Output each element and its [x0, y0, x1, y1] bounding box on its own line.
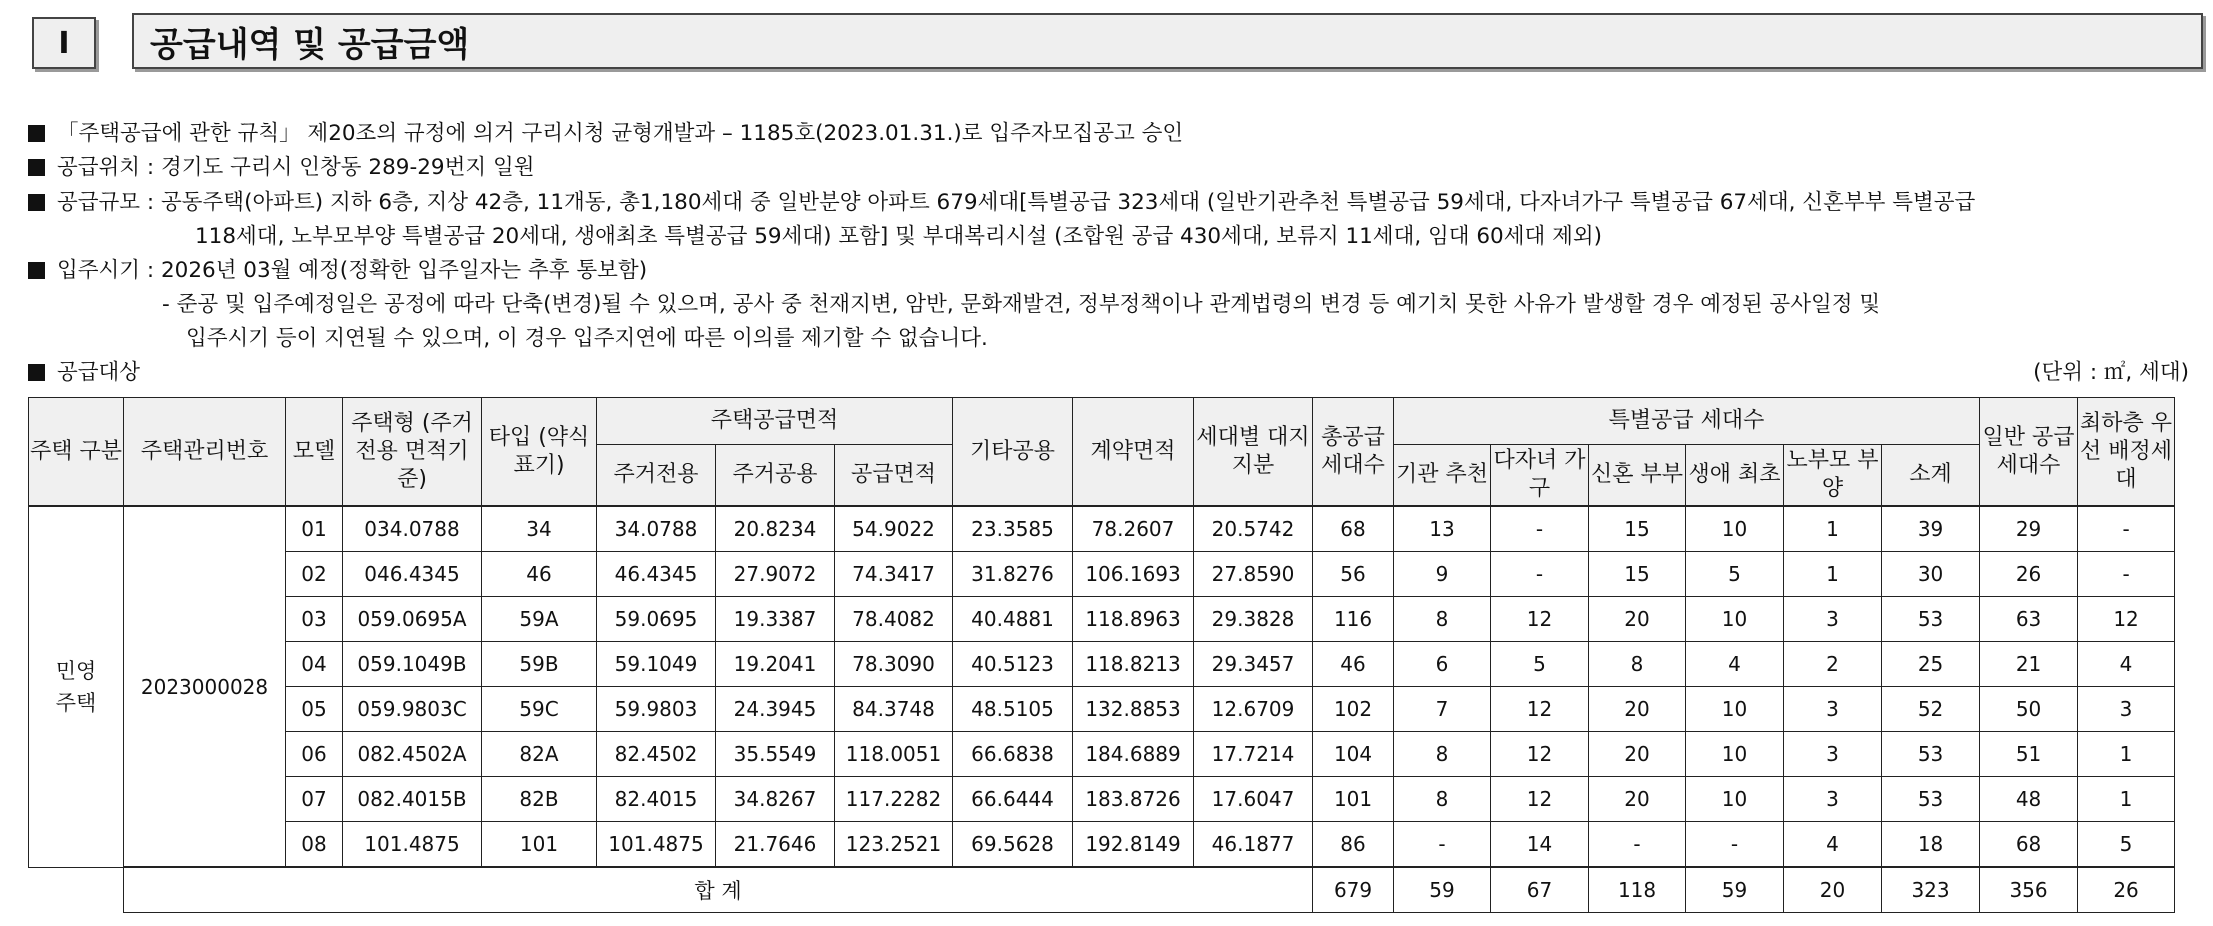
header-land-share: 세대별 대지지분: [1194, 398, 1313, 507]
table-cell: 4: [1686, 642, 1784, 687]
table-cell: 082.4015B: [343, 777, 482, 822]
table-cell: 20: [1589, 732, 1686, 777]
table-cell: 13: [1394, 506, 1491, 552]
table-cell: 5: [1491, 642, 1589, 687]
header-institution: 기관 추천: [1394, 445, 1491, 507]
table-cell: 34.0788: [597, 506, 716, 552]
table-cell: 106.1693: [1073, 552, 1194, 597]
supply-table-body: [29, 506, 2213, 913]
table-row: [29, 777, 2213, 822]
total-cell: 67: [1491, 867, 1589, 913]
table-cell: 21.7646: [716, 822, 835, 868]
table-cell: 34.8267: [716, 777, 835, 822]
table-cell: 118.0051: [835, 732, 953, 777]
table-cell: 6: [1394, 642, 1491, 687]
table-cell: 02: [286, 552, 343, 597]
table-cell: 3: [1784, 732, 1882, 777]
total-cell: 20: [1784, 867, 1882, 913]
table-cell: 34: [482, 506, 597, 552]
table-cell: 54.9022: [835, 506, 953, 552]
table-cell: 10: [1686, 506, 1784, 552]
table-cell: 2: [1784, 642, 1882, 687]
note-move-in-detail: - 준공 및 입주예정일은 공정에 따라 단축(변경)될 수 있으며, 공사 중 천재지변, 암반, 문화재발견, 정부정책이나 관계법령의 변경 등 예기치 못한 사유가 발생할 경우 예정된 공사일정 및: [162, 292, 1881, 317]
table-cell: -: [1491, 506, 1589, 552]
table-cell: 84.3748: [835, 687, 953, 732]
table-cell: 9: [1394, 552, 1491, 597]
header-housing-type: 주택 구분: [29, 398, 124, 507]
table-cell: 35.5549: [716, 732, 835, 777]
table-cell: 59B: [482, 642, 597, 687]
table-cell: 046.4345: [343, 552, 482, 597]
header-lowest-floor: 최하층 우선 배정세대: [2078, 398, 2175, 507]
header-housing-form: 주택형 (주거전용 면적기준): [343, 398, 482, 507]
table-cell: 59A: [482, 597, 597, 642]
table-cell: 48.5105: [953, 687, 1073, 732]
table-cell: 3: [2078, 687, 2175, 732]
table-cell: 30: [1882, 552, 1980, 597]
table-cell: 15: [1589, 506, 1686, 552]
table-row: [29, 687, 2213, 732]
header-subtotal: 소계: [1882, 445, 1980, 507]
table-cell: 3: [1784, 597, 1882, 642]
note-supply-target: 공급대상: [28, 358, 140, 388]
table-cell: 20.5742: [1194, 506, 1313, 552]
table-cell: 4: [1784, 822, 1882, 868]
total-cell: 26: [2078, 867, 2175, 913]
table-cell: 10: [1686, 597, 1784, 642]
header-multi-child: 다자녀 가구: [1491, 445, 1589, 507]
total-cell: 59: [1394, 867, 1491, 913]
supply-table: [28, 397, 2213, 913]
note-scale: 공급규모 : 공동주택(아파트) 지하 6층, 지상 42층, 11개동, 총1,180세대 중 일반분양 아파트 679세대[특별공급 323세대 (일반기관추천 특별공급 59세대, 다자녀가구 특별공급 67세대, 신혼부부 특별공급: [28, 188, 1975, 218]
table-cell: 20.8234: [716, 506, 835, 552]
section-title: 공급내역 및 공급금액: [132, 13, 2203, 69]
table-cell: 19.2041: [716, 642, 835, 687]
table-cell: 40.4881: [953, 597, 1073, 642]
table-cell: 21: [1980, 642, 2078, 687]
table-cell: 19.3387: [716, 597, 835, 642]
table-cell: 15: [1589, 552, 1686, 597]
total-blank-cell: [29, 867, 124, 913]
section-number: I: [32, 17, 96, 69]
table-cell: 59C: [482, 687, 597, 732]
total-cell: 323: [1882, 867, 1980, 913]
table-cell: 59.0695: [597, 597, 716, 642]
table-cell: 118.8963: [1073, 597, 1194, 642]
table-cell: 06: [286, 732, 343, 777]
header-first-time: 생애 최초: [1686, 445, 1784, 507]
table-cell: 78.4082: [835, 597, 953, 642]
header-type: 타입 (약식표기): [482, 398, 597, 507]
table-cell: 18: [1882, 822, 1980, 868]
table-cell: 183.8726: [1073, 777, 1194, 822]
table-cell: 05: [286, 687, 343, 732]
table-cell: 059.9803C: [343, 687, 482, 732]
table-cell: -: [2078, 552, 2175, 597]
table-cell: 101.4875: [343, 822, 482, 868]
table-cell: 29.3828: [1194, 597, 1313, 642]
table-row: [29, 822, 2213, 868]
table-cell: 12.6709: [1194, 687, 1313, 732]
table-cell: 184.6889: [1073, 732, 1194, 777]
mgmt-no-cell: 2023000028: [124, 506, 286, 867]
table-cell: 1: [2078, 732, 2175, 777]
table-cell: 69.5628: [953, 822, 1073, 868]
table-cell: 12: [2078, 597, 2175, 642]
table-cell: 1: [2078, 777, 2175, 822]
header-supply: 공급면적: [835, 445, 953, 507]
table-cell: 86: [1313, 822, 1394, 868]
table-cell: 78.3090: [835, 642, 953, 687]
table-cell: 101: [482, 822, 597, 868]
table-cell: 12: [1491, 732, 1589, 777]
table-cell: 8: [1394, 732, 1491, 777]
table-row: [29, 642, 2213, 687]
table-cell: 4: [2078, 642, 2175, 687]
header-newlywed: 신혼 부부: [1589, 445, 1686, 507]
table-cell: 26: [1980, 552, 2078, 597]
table-cell: 034.0788: [343, 506, 482, 552]
table-cell: 01: [286, 506, 343, 552]
table-cell: 82A: [482, 732, 597, 777]
table-row: [29, 506, 2213, 552]
table-cell: 53: [1882, 597, 1980, 642]
bullet-square-icon: [28, 159, 45, 176]
table-cell: 10: [1686, 732, 1784, 777]
table-cell: 48: [1980, 777, 2078, 822]
table-cell: 51: [1980, 732, 2078, 777]
total-cell: 118: [1589, 867, 1686, 913]
table-cell: 3: [1784, 687, 1882, 732]
header-mgmt-no: 주택관리번호: [124, 398, 286, 507]
total-cell: 59: [1686, 867, 1784, 913]
table-cell: 123.2521: [835, 822, 953, 868]
table-row: [29, 552, 2213, 597]
total-label: 합 계: [124, 867, 1313, 913]
bullet-square-icon: [28, 262, 45, 279]
table-cell: 46: [482, 552, 597, 597]
header-total-supply: 총공급 세대수: [1313, 398, 1394, 507]
table-cell: 8: [1589, 642, 1686, 687]
header-model: 모델: [286, 398, 343, 507]
table-cell: 66.6838: [953, 732, 1073, 777]
table-cell: 104: [1313, 732, 1394, 777]
table-cell: 12: [1491, 597, 1589, 642]
header-elderly: 노부모 부양: [1784, 445, 1882, 507]
table-cell: 53: [1882, 777, 1980, 822]
table-cell: 118.8213: [1073, 642, 1194, 687]
table-cell: 7: [1394, 687, 1491, 732]
table-cell: 059.1049B: [343, 642, 482, 687]
table-cell: 8: [1394, 597, 1491, 642]
bullet-square-icon: [28, 125, 45, 142]
table-cell: 10: [1686, 777, 1784, 822]
table-cell: 29.3457: [1194, 642, 1313, 687]
bullet-square-icon: [28, 194, 45, 211]
table-cell: 50: [1980, 687, 2078, 732]
table-cell: 46: [1313, 642, 1394, 687]
table-row: [29, 732, 2213, 777]
table-cell: 24.3945: [716, 687, 835, 732]
table-cell: 192.8149: [1073, 822, 1194, 868]
table-cell: 46.1877: [1194, 822, 1313, 868]
table-cell: 17.6047: [1194, 777, 1313, 822]
table-cell: 8: [1394, 777, 1491, 822]
table-cell: 5: [1686, 552, 1784, 597]
table-cell: -: [1394, 822, 1491, 868]
header-common: 주거공용: [716, 445, 835, 507]
table-cell: 102: [1313, 687, 1394, 732]
table-cell: 27.9072: [716, 552, 835, 597]
note-location: 공급위치 : 경기도 구리시 인창동 289-29번지 일원: [28, 153, 534, 183]
table-cell: 3: [1784, 777, 1882, 822]
table-cell: 27.8590: [1194, 552, 1313, 597]
table-cell: 116: [1313, 597, 1394, 642]
table-cell: 04: [286, 642, 343, 687]
header-exclusive: 주거전용: [597, 445, 716, 507]
table-cell: 17.7214: [1194, 732, 1313, 777]
table-cell: -: [1491, 552, 1589, 597]
bullet-square-icon: [28, 364, 45, 381]
table-cell: 82B: [482, 777, 597, 822]
table-cell: 132.8853: [1073, 687, 1194, 732]
table-cell: 07: [286, 777, 343, 822]
header-supply-area: 주택공급면적: [597, 398, 953, 445]
table-cell: 117.2282: [835, 777, 953, 822]
table-cell: 08: [286, 822, 343, 868]
note-move-in-detail-continued: 입주시기 등이 지연될 수 있으며, 이 경우 입주지연에 따른 이의를 제기할 수 없습니다.: [186, 326, 988, 351]
note-move-in: 입주시기 : 2026년 03월 예정(정확한 입주일자는 추후 통보함): [28, 256, 647, 286]
table-cell: 1: [1784, 552, 1882, 597]
table-cell: 59.9803: [597, 687, 716, 732]
table-cell: 78.2607: [1073, 506, 1194, 552]
header-general-supply: 일반 공급 세대수: [1980, 398, 2078, 507]
table-cell: 1: [1784, 506, 1882, 552]
table-cell: 74.3417: [835, 552, 953, 597]
table-cell: 03: [286, 597, 343, 642]
table-cell: 082.4502A: [343, 732, 482, 777]
table-cell: 52: [1882, 687, 1980, 732]
table-cell: 101: [1313, 777, 1394, 822]
total-cell: 356: [1980, 867, 2078, 913]
table-cell: 40.5123: [953, 642, 1073, 687]
table-cell: 23.3585: [953, 506, 1073, 552]
table-cell: 12: [1491, 777, 1589, 822]
table-row: [29, 597, 2213, 642]
table-cell: 20: [1589, 597, 1686, 642]
table-cell: 101.4875: [597, 822, 716, 868]
table-cell: -: [2078, 506, 2175, 552]
header-other-common: 기타공용: [953, 398, 1073, 507]
total-cell: 679: [1313, 867, 1394, 913]
table-cell: 68: [1980, 822, 2078, 868]
total-row: [29, 867, 2213, 913]
table-cell: 56: [1313, 552, 1394, 597]
table-cell: 14: [1491, 822, 1589, 868]
table-cell: 20: [1589, 777, 1686, 822]
table-cell: 82.4502: [597, 732, 716, 777]
table-cell: 12: [1491, 687, 1589, 732]
table-cell: 63: [1980, 597, 2078, 642]
table-cell: -: [1589, 822, 1686, 868]
table-cell: 59.1049: [597, 642, 716, 687]
table-cell: 25: [1882, 642, 1980, 687]
table-cell: 82.4015: [597, 777, 716, 822]
unit-label: (단위 : ㎡, 세대): [2033, 360, 2189, 385]
table-cell: 10: [1686, 687, 1784, 732]
table-cell: 29: [1980, 506, 2078, 552]
note-scale-continued: 118세대, 노부모부양 특별공급 20세대, 생애최초 특별공급 59세대) 포함] 및 부대복리시설 (조합원 공급 430세대, 보류지 11세대, 임대 60세대 제외): [195, 224, 1603, 249]
housing-type-cell: 민영 주택: [29, 506, 124, 867]
table-cell: 059.0695A: [343, 597, 482, 642]
note-approval: 「주택공급에 관한 규칙」 제20조의 규정에 의거 구리시청 균형개발과 – 1185호(2023.01.31.)로 입주자모집공고 승인: [28, 119, 1183, 149]
table-cell: 20: [1589, 687, 1686, 732]
header-special-supply: 특별공급 세대수: [1394, 398, 1980, 445]
table-cell: 5: [2078, 822, 2175, 868]
table-cell: 68: [1313, 506, 1394, 552]
header-contract-area: 계약면적: [1073, 398, 1194, 507]
table-cell: 46.4345: [597, 552, 716, 597]
table-cell: 66.6444: [953, 777, 1073, 822]
table-cell: 39: [1882, 506, 1980, 552]
table-cell: 53: [1882, 732, 1980, 777]
table-cell: 31.8276: [953, 552, 1073, 597]
table-cell: -: [1686, 822, 1784, 868]
